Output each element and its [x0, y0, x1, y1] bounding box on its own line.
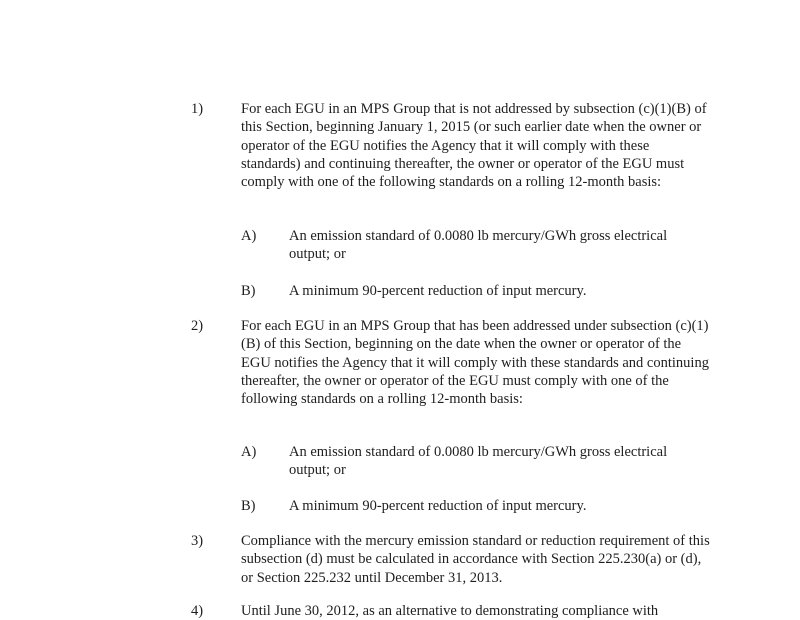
item-4-number: 4) — [191, 603, 204, 619]
item-4-text: Until June 30, 2012, as an alternative to demonstrating compliance with — [241, 603, 659, 619]
item-2-number: 2) — [191, 318, 204, 334]
item-1-number: 1) — [191, 101, 204, 117]
item-1-sub-b-label: B) — [241, 283, 256, 299]
item-1-sub-a-text: An emission standard of 0.0080 lb mercury/GWh gross electrical output; or — [289, 228, 668, 263]
item-2-sub-a-text: An emission standard of 0.0080 lb mercury/GWh gross electrical output; or — [289, 444, 668, 479]
item-1-sub-a-label: A) — [241, 228, 257, 244]
item-2-sub-b-label: B) — [241, 498, 256, 514]
item-2-text: For each EGU in an MPS Group that has been addressed under subsection (c)(1)(B) of this Section, beginning on the date when the owner or operator of the EGU notifies the Agency that it will comply with these standards and continuing thereafter, the owner or operator of the EGU must comply with one of the following standards on a rolling 12-month basis: — [241, 318, 709, 408]
item-2-sub-b-text: A minimum 90-percent reduction of input mercury. — [289, 498, 587, 514]
item-3-number: 3) — [191, 533, 204, 549]
item-1-text: For each EGU in an MPS Group that is not addressed by subsection (c)(1)(B) of this Section, beginning January 1, 2015 (or such earlier date when the owner or operator of the EGU notifies the Agency that it will comply with these standards) and continuing thereafter, the owner or operator of the EGU must comply with one of the following standards on a rolling 12-month basis: — [241, 101, 707, 191]
item-2-sub-a-label: A) — [241, 444, 257, 460]
item-1-sub-b-text: A minimum 90-percent reduction of input mercury. — [289, 283, 587, 299]
item-3-text: Compliance with the mercury emission standard or reduction requirement of this subsection (d) must be calculated in accordance with Section 225.230(a) or (d), or Section 225.232 until December 31, 2013. — [241, 533, 710, 586]
